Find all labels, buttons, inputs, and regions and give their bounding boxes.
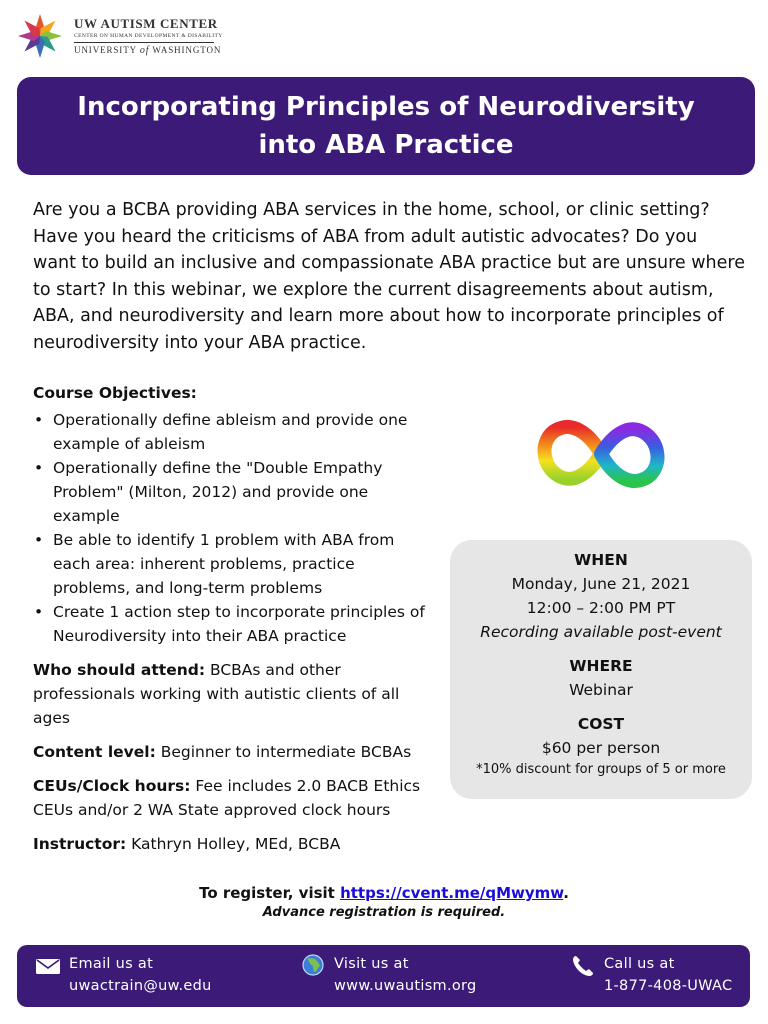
university-name: UNIVERSITY of WASHINGTON <box>74 45 222 56</box>
recording-note: Recording available post-event <box>480 623 722 641</box>
uw-autism-center-logo <box>16 12 223 64</box>
event-info-box <box>450 540 752 799</box>
email-label: Email us at <box>69 956 154 972</box>
envelope-icon <box>35 953 61 979</box>
phone-label: Call us at <box>604 956 675 972</box>
phone-icon <box>570 953 596 979</box>
audience-line: Who should attend: BCBAs and other professionals working with autistic clients of all ages <box>33 661 400 727</box>
rainbow-infinity-icon <box>535 414 667 494</box>
registration-section <box>0 882 768 922</box>
org-subtitle: CENTER ON HUMAN DEVELOPMENT & DISABILITY <box>74 33 223 39</box>
intro-paragraph: Are you a BCBA providing ABA services in the home, school, or clinic setting? Have you heard the criticisms of ABA from adult autistic advocates? Do you want to build an inclusive and compassionate ABA practice but are unsure where to start? In this webinar, we explore the current disagreements about autism, ABA, and neurodiversity and learn more about how to incorporate principles of neurodiversity into your ABA practice. <box>33 200 745 353</box>
ceu-line: CEUs/Clock hours: Fee includes 2.0 BACB Ethics CEUs and/or 2 WA State approved clock hours <box>33 777 421 819</box>
discount-note: *10% discount for groups of 5 or more <box>476 762 726 777</box>
registration-link[interactable]: https://cvent.me/qMwymw <box>340 884 564 902</box>
registration-line: To register, visit https://cvent.me/qMwymw. <box>199 884 569 902</box>
registration-note: Advance registration is required. <box>262 905 506 920</box>
when-heading: WHEN <box>574 551 628 569</box>
website-url[interactable]: www.uwautism.org <box>334 978 477 994</box>
email-contact[interactable] <box>35 953 212 997</box>
event-date: Monday, June 21, 2021 <box>511 575 691 593</box>
globe-icon <box>300 953 326 979</box>
event-location: Webinar <box>569 681 633 699</box>
list-item: • Operationally define the "Double Empathy Problem" (Milton, 2012) and provide one example <box>33 456 433 528</box>
event-time: 12:00 – 2:00 PM PT <box>526 599 676 617</box>
list-item: • Operationally define ableism and provide one example of ableism <box>33 408 433 456</box>
website-contact[interactable] <box>300 953 477 997</box>
course-details <box>33 381 433 856</box>
title-banner <box>17 77 755 175</box>
list-item: • Be able to identify 1 problem with ABA from each area: inherent problems, practice problems, and long-term problems <box>33 528 433 600</box>
email-address[interactable]: uwactrain@uw.edu <box>69 978 212 994</box>
objectives-list <box>33 408 433 648</box>
logo-divider <box>74 42 214 43</box>
content-level-line: Content level: Beginner to intermediate BCBAs <box>33 743 412 761</box>
event-cost: $60 per person <box>541 739 661 757</box>
page-title: Incorporating Principles of Neurodiversity into ABA Practice <box>77 92 695 160</box>
phone-contact[interactable] <box>570 953 732 997</box>
contact-footer <box>17 945 750 1007</box>
logo-star-icon <box>16 12 64 60</box>
instructor-line: Instructor: Kathryn Holley, MEd, BCBA <box>33 835 341 853</box>
website-label: Visit us at <box>334 956 409 972</box>
objectives-heading: Course Objectives: <box>33 384 197 402</box>
org-name: UW AUTISM CENTER <box>74 16 218 31</box>
list-item: • Create 1 action step to incorporate principles of Neurodiversity into their ABA practice <box>33 600 433 648</box>
where-heading: WHERE <box>569 657 633 675</box>
phone-number[interactable]: 1-877-408-UWAC <box>604 978 733 994</box>
cost-heading: COST <box>577 715 625 733</box>
